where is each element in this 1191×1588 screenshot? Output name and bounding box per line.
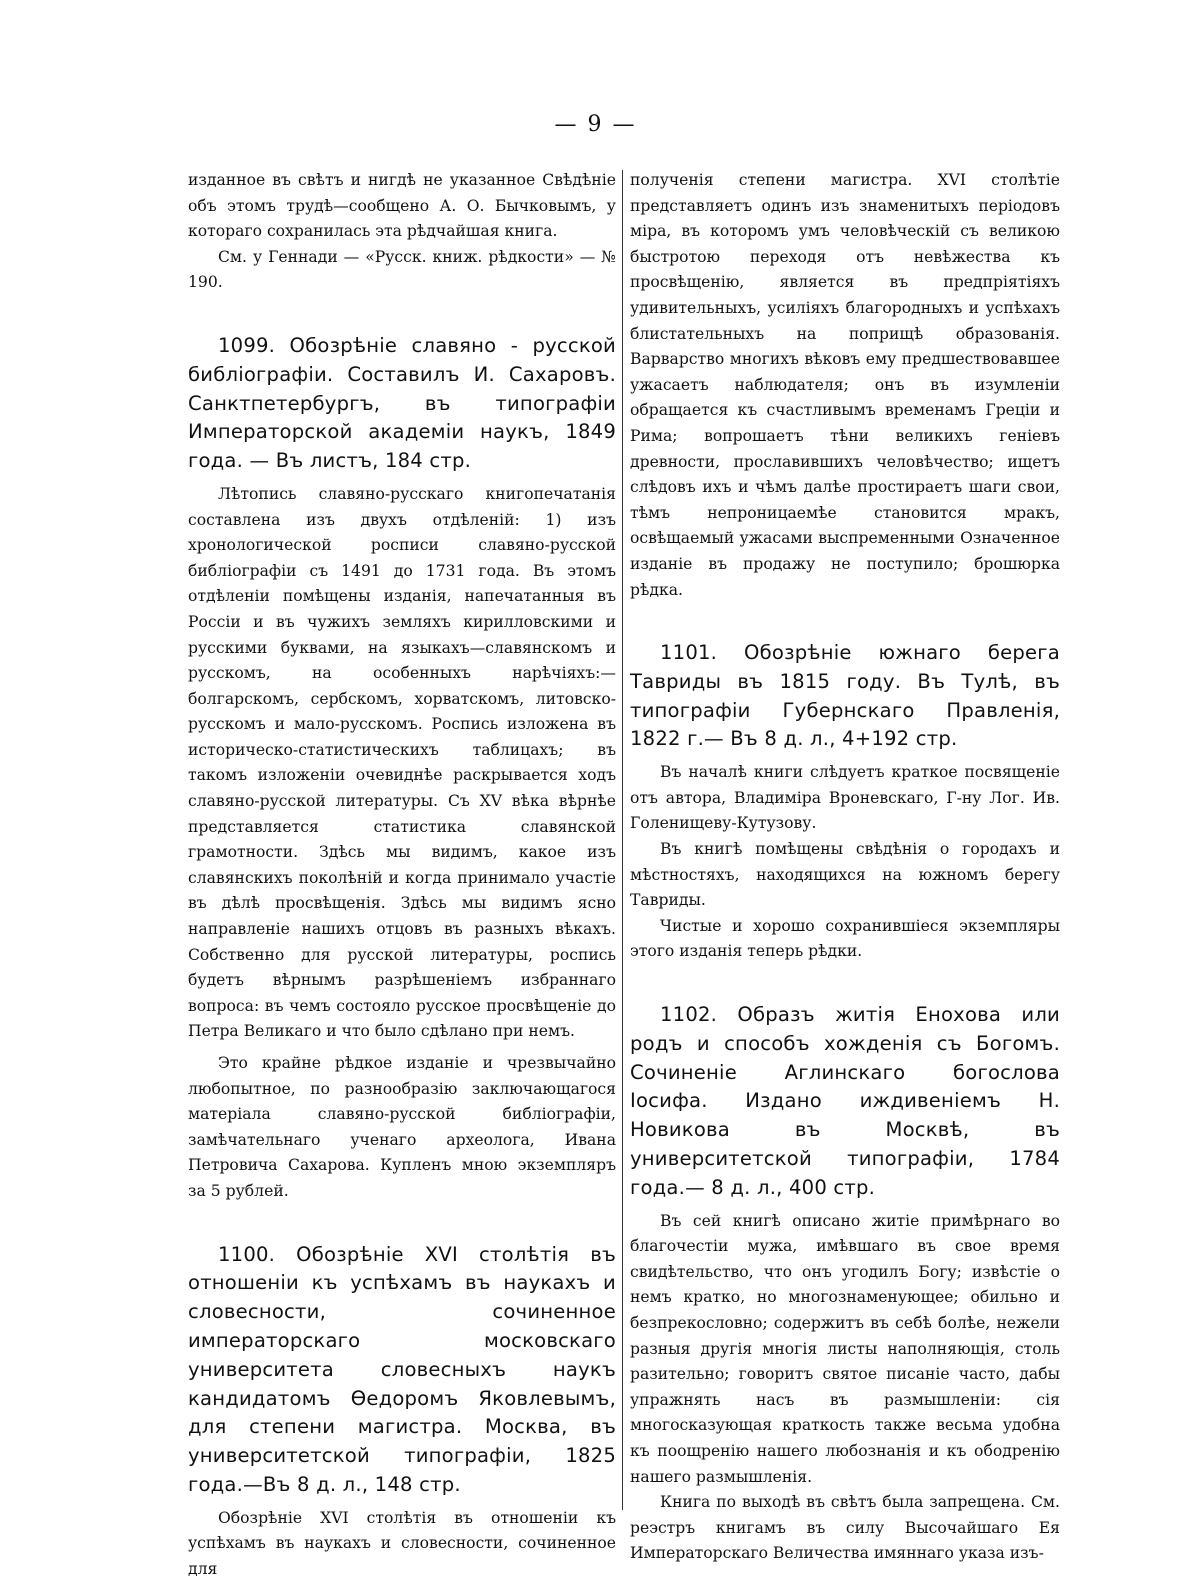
entry-1099-title: 1099. Обозрѣніе славяно - русской библіографіи. Составилъ И. Сахаровъ. Санктпетербургъ, въ типографіи Императорской академіи наукъ, 1849 года. — Въ листъ, 184 стр. [188,333,616,473]
entry-spacer [188,1205,616,1241]
entry-1100-description: Обозрѣніе XVI столѣтія въ отношеніи къ успѣхамъ въ наукахъ и словесности, сочиненное для [188,1508,616,1578]
reference-paragraph: См. у Геннади — «Русск. книж. рѣдкости» — № 190. [188,247,616,292]
continuation-paragraph: изданное въ свѣтъ и нигдѣ не указанное Свѣдѣніе объ этомъ трудѣ—сообщено А. О. Бычковымъ, у котораго сохранилась эта рѣдчайшая книга. [188,171,616,241]
entry-spacer [630,965,1060,1001]
left-column [188,168,616,1583]
entry-1101-title: 1101. Обозрѣніе южнаго берега Тавриды въ 1815 году. Въ Тулѣ, въ типографіи Губернскаго Правленія, 1822 г.— Въ 8 д. л., 4+192 стр. [630,641,1060,751]
entry-1100-title: 1100. Обозрѣніе XVI столѣтія въ отношеніи къ успѣхамъ въ наукахъ и словесности, сочиненное императорскаго московскаго университета словесныхъ наукъ кандидатомъ Ѳедоромъ Яковлевымъ, для степени магистра. Москва, въ университетской типографіи, 1825 года.—Въ 8 д. л., 148 стр. [188,1242,616,1496]
entry-1102-note: Книга по выходѣ въ свѣтъ была запрещена. См. реэстръ книгамъ въ силу Высочайшаго Ея Императорскаго Величества имяннаго указа изъ- [630,1493,1060,1563]
entry-1102-description: Въ сей книгѣ описано житіе примѣрнаго во благочестіи мужа, имѣвшаго въ свое время свидѣтельство, что онъ угодилъ Богу; извѣстіе о немъ кратко, но многознаменующее; обильно и безпрекословно; содержитъ въ себѣ болѣе, нежели разныя другія многія листы наполняющія, столь разительно; говоритъ святое писаніе часто, дабы упражнять насъ въ размышленіи: сія многосказующая краткость также весьма удобна къ поощренію нашего любознанія и къ ободренію нашего размышленія. [630,1211,1060,1486]
entry-1101-note: Чистые и хорошо сохранившіеся экземпляры этого изданія теперь рѣдки. [630,916,1060,961]
entry-1101-description: Въ началѣ книги слѣдуетъ краткое посвященіе отъ автора, Владиміра Вроневскаго, Г-ну Лог. Ив. Голенищеву-Кутузову. [630,763,1060,833]
entry-1102-title: 1102. Образъ житія Енохова или родъ и способъ хожденія съ Богомъ. Сочиненіе Аглинскаго богослова Іосифа. Издано иждивеніемъ Н. Новикова въ Москвѣ, въ университетской типографіи, 1784 года.— 8 д. л., 400 стр. [630,1003,1060,1199]
column-divider [622,170,623,1510]
right-column [630,168,1060,1567]
entry-1101-contents: Въ книгѣ помѣщены свѣдѣнія о городахъ и мѣстностяхъ, находящихся на южномъ берегу Тавриды. [630,840,1060,910]
entry-1099-note: Это крайне рѣдкое изданіе и чрезвычайно любопытное, по разнообразію заключающагося матеріала славяно-русской библіографіи, замѣчательнаго ученаго археолога, Ивана Петровича Сахарова. Купленъ мною экземпляръ за 5 рублей. [188,1054,616,1200]
entry-1100-continuation: полученія степени магистра. XVI столѣтіе представляетъ одинъ изъ знаменитыхъ періодовъ міра, въ которомъ умъ человѣческій съ великою быстротою переходя отъ невѣжества къ просвѣщенію, является въ предпріятіяхъ удивительныхъ, усиліяхъ благородныхъ и успѣхахъ блистательныхъ на поприщѣ образованія. Варварство многихъ вѣковъ ему предшествовавшее ужасаетъ наблюдателя; онъ въ изумленіи обращается къ счастливымъ временамъ Греціи и Рима; вопрошаетъ тѣни великихъ геніевъ древности, прославившихъ человѣчество; ищетъ слѣдовъ ихъ и чѣмъ далѣе простираетъ шаги свои, тѣмъ непроницаемѣе становится мракъ, освѣщаемый ужасами выспременными Означенное изданіе въ продажу не поступило; брошюрка рѣдка. [630,171,1060,599]
page-number: — 9 — [554,112,637,137]
entry-spacer [630,603,1060,639]
entry-spacer [188,296,616,332]
entry-1099-description: Лѣтопись славяно-русскаго книгопечатанія составлена изъ двухъ отдѣленій: 1) изъ хронологической росписи славяно-русской библіографіи съ 1491 до 1731 года. Въ этомъ отдѣленіи помѣщены изданія, напечатанныя въ Россіи и въ чужихъ земляхъ кирилловскими и русскими буквами, на языкахъ—славянскомъ и русскомъ, на особенныхъ нарѣчіяхъ:—болгарскомъ, сербскомъ, хорватскомъ, литовско-русскомъ и мало-русскомъ. Роспись изложена въ историческо-статистическихъ таблицахъ; въ такомъ изложеніи очевиднѣе раскрывается ходъ славяно-русской литературы. Съ XV вѣка вѣрнѣе представляется статистика славянской грамотности. Здѣсь мы видимъ, какое изъ славянскихъ поколѣній и когда принимало участіе въ дѣлѣ просвѣщенія. Здѣсь мы видимъ ясно направленіе нашихъ отцовъ въ разныхъ вѣкахъ. Собственно для русской литературы, роспись будетъ вѣрнымъ разрѣшеніемъ избраннаго вопроса: въ чемъ состояло русское просвѣщеніе до Петра Великаго и что было сдѣлано при немъ. [188,484,616,1041]
